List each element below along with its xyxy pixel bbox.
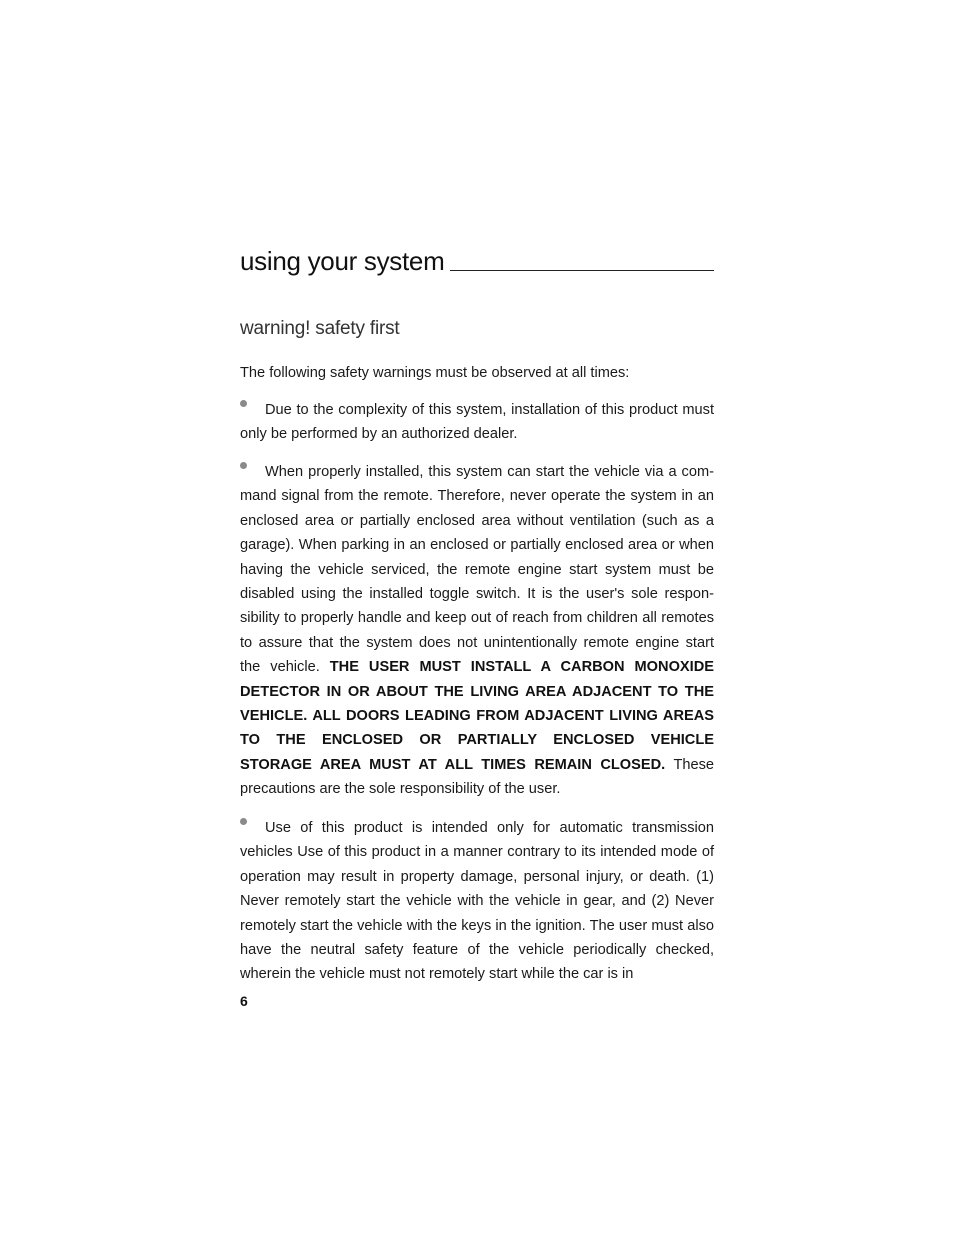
subheading: warning! safety first bbox=[240, 318, 400, 339]
section-title bbox=[240, 238, 714, 276]
intro-text: The following safety warnings must be observed at all times: bbox=[240, 365, 630, 381]
page-number: 6 bbox=[240, 993, 248, 1009]
bullet-warning-caps: THE USER MUST INSTALL A CARBON MONOXIDE DETECTOR IN OR ABOUT THE LIVING AREA ADJACENT TO THE VEHICLE. ALL DOORS LEADING FROM ADJACENT LIVING AREAS TO THE ENCLOSED OR PARTIALLY ENCLOSED VEHICLE STORAGE AREA MUST AT ALL TIMES REMAIN CLOSED. bbox=[240, 659, 714, 773]
bullet-text: Due to the complexity of this system, installation of this product must only be performed by an authorized dealer. bbox=[240, 402, 714, 443]
section-title-text: using your system bbox=[240, 246, 450, 276]
bullet-icon bbox=[240, 400, 247, 407]
bullet-item-transmission bbox=[240, 816, 714, 987]
bullet-text: When properly installed, this system can start the vehicle via a command signal from the remote. Therefore, never operate the system in an enclosed area or partially enclosed area without ventilation (such as a garage). When parking in an enclosed or partially enclosed area or when having the vehicle serviced, the remote engine start system must be disabled using the installed toggle switch. It is the user's sole responsibility to properly handle and keep out of reach from children all remotes to assure that the system does not unintentionally remote engine start the vehicle. bbox=[240, 464, 714, 676]
bullet-text: Use of this product is intended only for automatic transmission vehicles Use of this product in a manner contrary to its intended mode of operation may result in property damage, personal injury, or death. (1) Never remotely start the vehicle with the vehicle in gear, and (2) Never remotely start the vehicle with the keys in the ignition. The user must also have the neutral safety feature of the vehicle periodically checked, wherein the vehicle must not remotely start while the car is in bbox=[240, 820, 714, 983]
bullet-icon bbox=[240, 818, 247, 825]
bullet-icon bbox=[240, 462, 247, 469]
bullet-item-installation bbox=[240, 398, 714, 447]
bullet-item-enclosed-area bbox=[240, 460, 714, 802]
bullet-text-after: These precautions are the sole responsibility of the user. bbox=[240, 756, 715, 798]
